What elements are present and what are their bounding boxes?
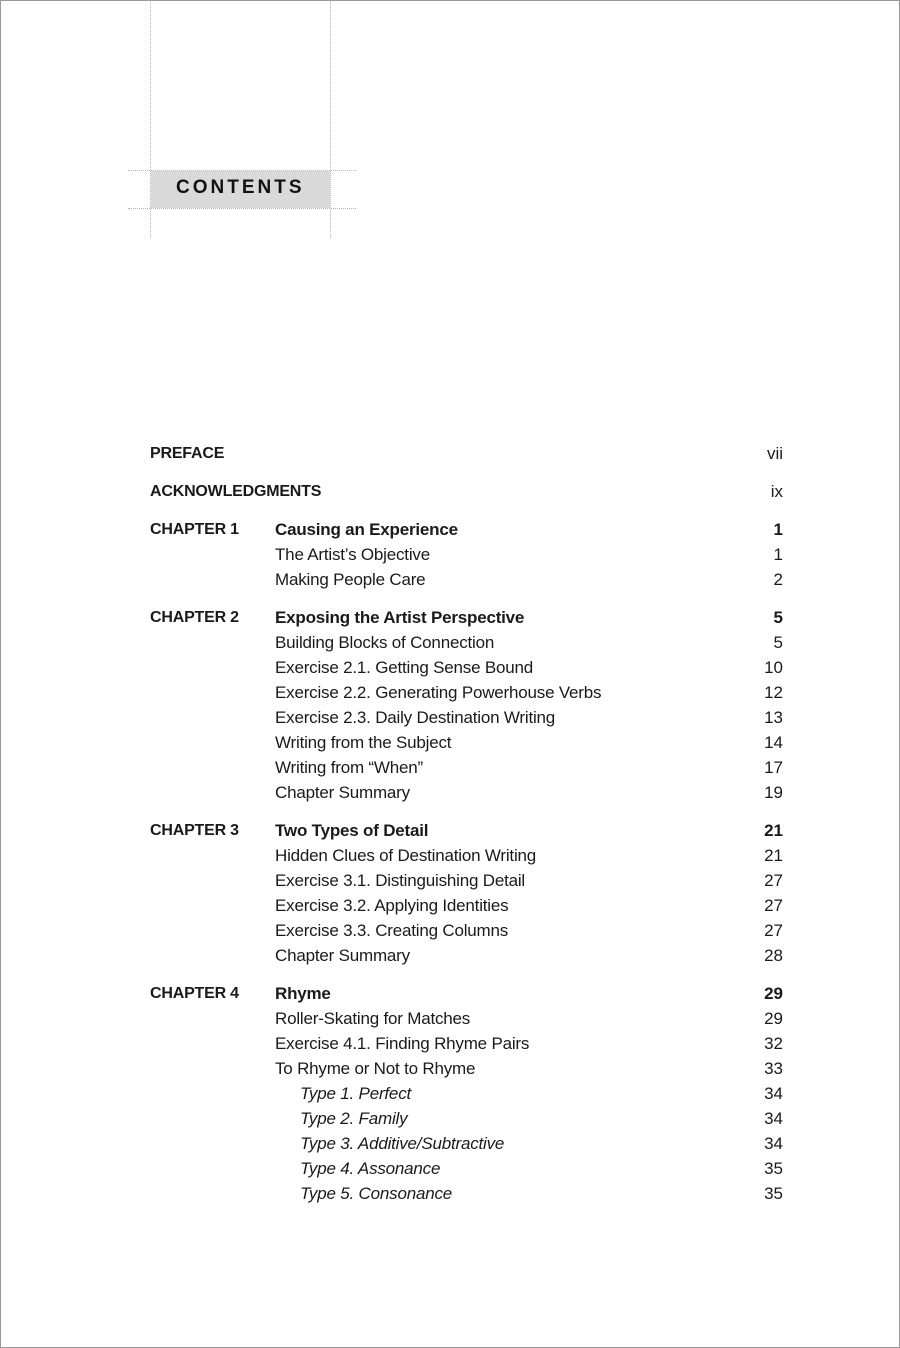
guide-line-vertical-right	[330, 0, 331, 238]
subentry-title: Type 4. Assonance	[300, 1159, 441, 1178]
entry-title: Exercise 3.3. Creating Columns	[275, 921, 509, 940]
toc-subentry[interactable]	[150, 1131, 783, 1156]
toc-page-number: 1	[773, 520, 783, 539]
chapter-title: Exposing the Artist Perspective	[275, 608, 525, 627]
toc-entry[interactable]	[150, 1006, 783, 1031]
toc-page-number: 12	[764, 683, 783, 702]
entry-title: Exercise 4.1. Finding Rhyme Pairs	[275, 1034, 530, 1053]
toc-entry[interactable]	[150, 542, 783, 567]
toc-page-number: 27	[764, 896, 783, 915]
toc-page-number: 5	[773, 608, 783, 627]
subentry-title: Type 1. Perfect	[300, 1084, 412, 1103]
entry-title: To Rhyme or Not to Rhyme	[275, 1059, 476, 1078]
toc-page-number: 10	[764, 658, 783, 677]
toc-entry[interactable]	[150, 780, 783, 805]
chapter-title: Rhyme	[275, 984, 331, 1003]
toc-page-number: 27	[764, 921, 783, 940]
toc-entry[interactable]	[150, 1031, 783, 1056]
toc-page-number: 32	[764, 1034, 783, 1053]
entry-title: Hidden Clues of Destination Writing	[275, 846, 537, 865]
toc-chapter-2[interactable]	[150, 605, 783, 630]
entry-title: Exercise 2.2. Generating Powerhouse Verbs	[275, 683, 602, 702]
chapter-title: Causing an Experience	[275, 520, 458, 539]
toc-entry[interactable]	[150, 868, 783, 893]
toc-subentry[interactable]	[150, 1106, 783, 1131]
toc-page-number: 1	[773, 545, 783, 564]
toc-entry[interactable]	[150, 655, 783, 680]
toc-entry[interactable]	[150, 705, 783, 730]
toc-page-number: 19	[764, 783, 783, 802]
toc-row-preface[interactable]	[150, 441, 783, 466]
entry-title: Chapter Summary	[275, 783, 410, 802]
toc-entry[interactable]	[150, 730, 783, 755]
toc-page-number: 28	[764, 946, 783, 965]
toc-entry[interactable]	[150, 630, 783, 655]
subentry-title: Type 3. Additive/Subtractive	[300, 1134, 505, 1153]
toc-entry[interactable]	[150, 567, 783, 592]
toc-page-number: 33	[764, 1059, 783, 1078]
toc-page-number: 21	[764, 846, 783, 865]
chapter-label: CHAPTER 1	[150, 521, 239, 538]
guide-line-horizontal-bottom	[128, 208, 356, 209]
toc-row-acknowledgments[interactable]	[150, 479, 783, 504]
entry-title: Exercise 2.3. Daily Destination Writing	[275, 708, 556, 727]
toc-page-number: 29	[764, 984, 783, 1003]
toc-entry[interactable]	[150, 755, 783, 780]
toc-page-number: 34	[764, 1109, 783, 1128]
toc-entry[interactable]	[150, 893, 783, 918]
toc-page-number: ix	[770, 482, 783, 501]
toc-chapter-1[interactable]	[150, 517, 783, 542]
toc-page-number: 35	[764, 1184, 783, 1203]
toc-chapter-3[interactable]	[150, 818, 783, 843]
toc-entry[interactable]	[150, 843, 783, 868]
entry-title: Chapter Summary	[275, 946, 410, 965]
subentry-title: Type 2. Family	[300, 1109, 408, 1128]
toc-page-number: vii	[766, 444, 783, 463]
chapter-label: CHAPTER 2	[150, 609, 239, 626]
entry-title: Writing from the Subject	[275, 733, 452, 752]
chapter-label: CHAPTER 3	[150, 822, 239, 839]
chapter-title: Two Types of Detail	[275, 821, 429, 840]
toc-subentry[interactable]	[150, 1181, 783, 1206]
entry-title: Exercise 2.1. Getting Sense Bound	[275, 658, 534, 677]
toc-label: PREFACE	[150, 445, 225, 462]
toc-page-number: 21	[764, 821, 783, 840]
entry-title: Exercise 3.2. Applying Identities	[275, 896, 509, 915]
toc-page-number: 17	[764, 758, 783, 777]
toc-page-number: 5	[773, 633, 783, 652]
toc-page-number: 14	[764, 733, 783, 752]
subentry-title: Type 5. Consonance	[300, 1184, 453, 1203]
toc-chapter-4[interactable]	[150, 981, 783, 1006]
toc-subentry[interactable]	[150, 1081, 783, 1106]
toc-page-number: 34	[764, 1134, 783, 1153]
toc-page-number: 2	[773, 570, 783, 589]
toc-entry[interactable]	[150, 943, 783, 968]
page-title: CONTENTS	[176, 177, 305, 198]
toc-label: ACKNOWLEDGMENTS	[150, 483, 322, 500]
toc-page-number: 29	[764, 1009, 783, 1028]
entry-title: Exercise 3.1. Distinguishing Detail	[275, 871, 526, 890]
toc-entry[interactable]	[150, 680, 783, 705]
toc-subentry[interactable]	[150, 1156, 783, 1181]
chapter-label: CHAPTER 4	[150, 985, 239, 1002]
table-of-contents	[150, 441, 783, 1206]
toc-entry[interactable]	[150, 918, 783, 943]
toc-entry[interactable]	[150, 1056, 783, 1081]
entry-title: Making People Care	[275, 570, 426, 589]
toc-page-number: 13	[764, 708, 783, 727]
toc-page-number: 27	[764, 871, 783, 890]
entry-title: Building Blocks of Connection	[275, 633, 495, 652]
toc-page-number: 35	[764, 1159, 783, 1178]
entry-title: Writing from “When”	[275, 758, 423, 777]
toc-page-number: 34	[764, 1084, 783, 1103]
entry-title: The Artist’s Objective	[275, 545, 430, 564]
entry-title: Roller-Skating for Matches	[275, 1009, 471, 1028]
